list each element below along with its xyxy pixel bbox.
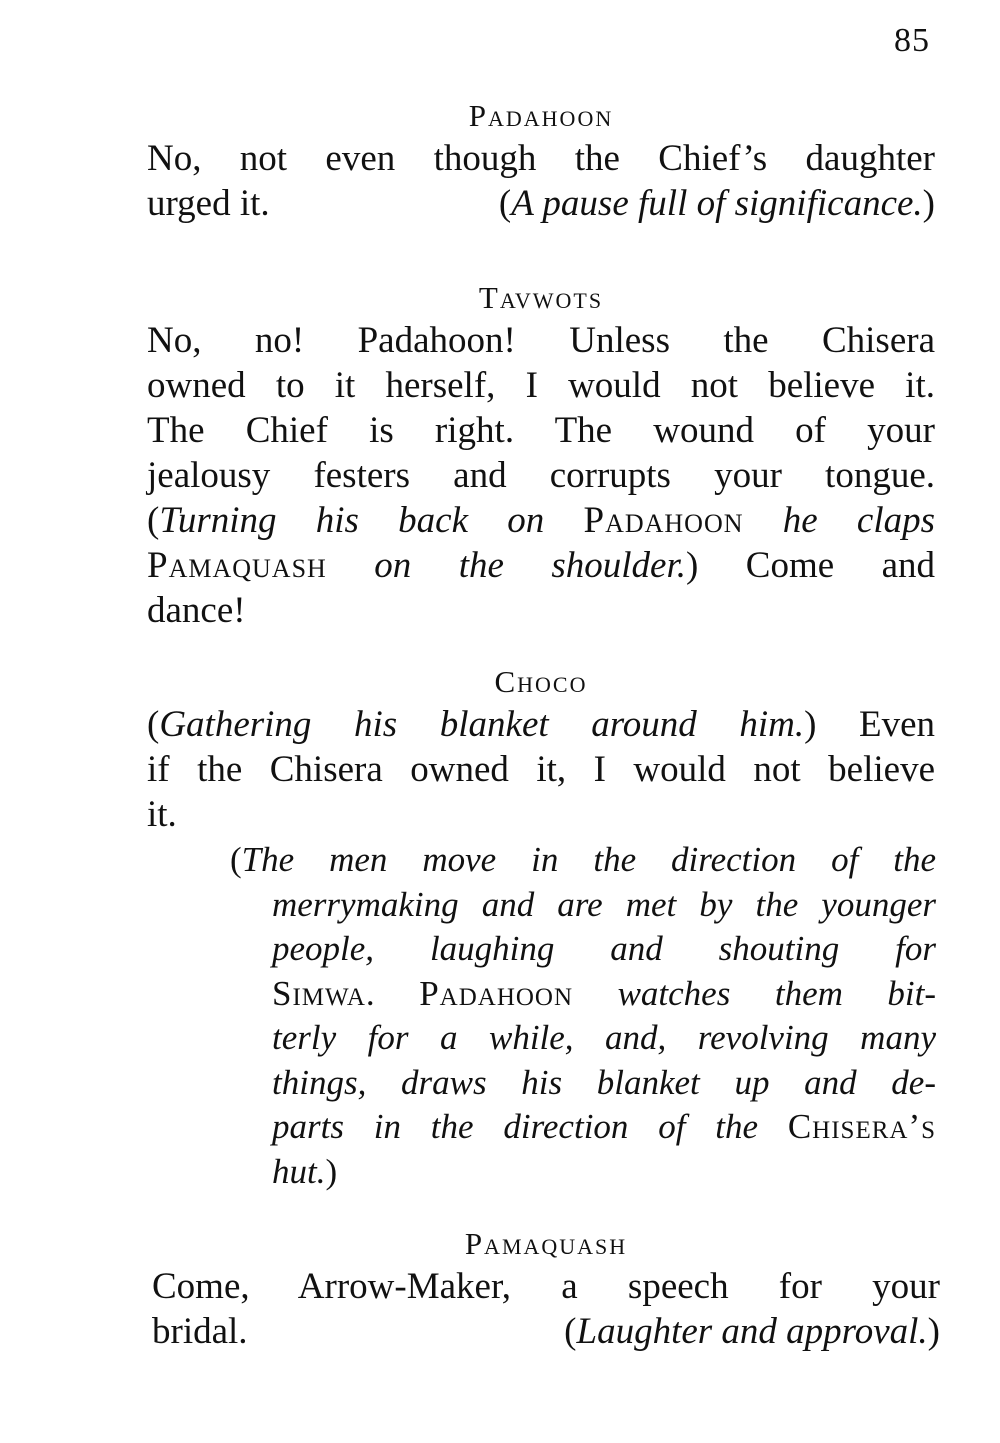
speech-choco <box>147 662 935 837</box>
speech-padahoon-1 <box>147 96 935 226</box>
speaker-name: Padahoon <box>468 98 614 133</box>
dialogue-line: dance! <box>147 590 246 631</box>
page-number: 85 <box>894 22 930 59</box>
stage-direction-line: parts in the direction of the Chisera’s <box>272 1107 937 1146</box>
dialogue-line: jealousy festers and corrupts your tongue. <box>147 455 935 496</box>
speech-tavwots <box>147 278 935 633</box>
dialogue-line <box>152 1309 940 1354</box>
dialogue-line: owned to it herself, I would not believe it. <box>147 365 935 406</box>
speech-pamaquash <box>152 1224 940 1354</box>
dialogue-line: Come, Arrow-Maker, a speech for your <box>152 1266 940 1307</box>
stage-direction-line: (Turning his back on Padahoon he claps <box>147 500 936 541</box>
stage-direction-line: (The men move in the direction of the <box>230 840 936 879</box>
dialogue-text: urged it. <box>147 183 270 224</box>
speaker-name: Choco <box>494 664 588 699</box>
dialogue-line: (Gathering his blanket around him.) Even <box>147 704 935 745</box>
speaker-name: Pamaquash <box>464 1226 628 1261</box>
dialogue-line: No, not even though the Chief’s daughter <box>147 138 935 179</box>
dialogue-line: Pamaquash on the shoulder.) Come and <box>147 545 935 586</box>
stage-direction: (Laughter and approval.) <box>564 1311 940 1352</box>
dialogue-line: if the Chisera owned it, I would not believe <box>147 749 935 790</box>
dialogue-line: it. <box>147 794 177 835</box>
stage-direction: (A pause full of significance.) <box>498 183 935 224</box>
dialogue-line: No, no! Padahoon! Unless the Chisera <box>147 320 935 361</box>
stage-direction-line: people, laughing and shouting for <box>272 929 936 968</box>
speaker-name: Tavwots <box>478 280 604 315</box>
stage-direction-block <box>230 838 936 1194</box>
dialogue-line: The Chief is right. The wound of your <box>147 410 935 451</box>
stage-direction-line: Simwa. Padahoon watches them bit- <box>272 973 937 1013</box>
stage-direction-line: things, draws his blanket up and de- <box>272 1062 936 1102</box>
dialogue-line <box>147 181 935 226</box>
stage-direction-line: merrymaking and are met by the younger <box>272 884 936 924</box>
dialogue-text: bridal. <box>152 1311 248 1352</box>
stage-direction-line: terly for a while, and, revolving many <box>272 1018 936 1057</box>
stage-direction-line: hut.) <box>272 1151 338 1191</box>
